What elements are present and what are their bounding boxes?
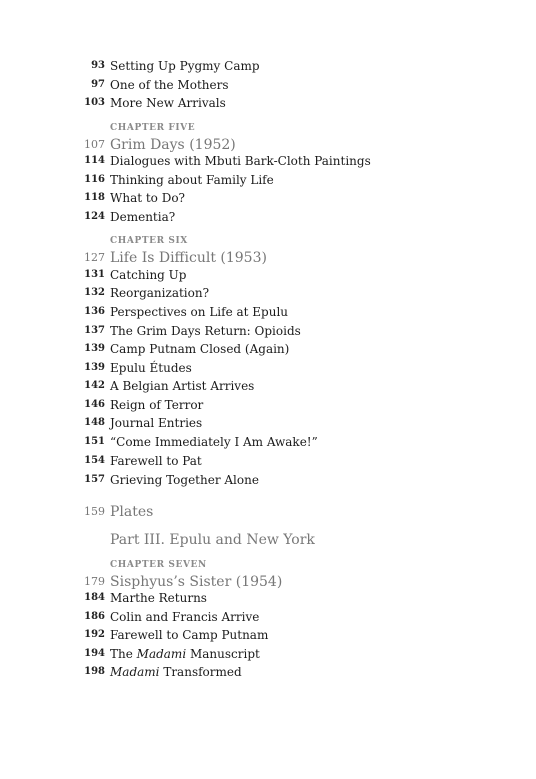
entry-title: Epulu Études	[110, 361, 192, 375]
toc-entry[interactable]	[0, 57, 536, 75]
toc-entry[interactable]	[0, 359, 536, 377]
page-number: 151	[84, 436, 105, 447]
entry-title: Colin and Francis Arrive	[110, 610, 260, 624]
entry-title: What to Do?	[110, 191, 185, 205]
page-number: 194	[84, 648, 105, 659]
entry-title-text: The	[110, 647, 137, 661]
part-title: Part III. Epulu and New York	[110, 532, 315, 548]
chapter-title-row[interactable]	[0, 249, 536, 267]
toc-entry[interactable]	[0, 76, 536, 94]
entry-title-italic: Madami	[110, 665, 160, 679]
page-number: 118	[84, 192, 105, 203]
entry-title: Grieving Together Alone	[110, 473, 259, 487]
entry-title: Thinking about Family Life	[110, 173, 274, 187]
page-number: 132	[84, 287, 105, 298]
toc-entry[interactable]	[0, 340, 536, 358]
page-number: 148	[84, 417, 105, 428]
entry-title: Farewell to Pat	[110, 454, 202, 468]
page-number: 131	[84, 269, 105, 280]
toc-entry[interactable]	[0, 471, 536, 489]
entry-title: Reign of Terror	[110, 398, 204, 412]
page-number: 124	[84, 211, 105, 222]
page-number: 198	[84, 666, 105, 677]
toc-entry[interactable]	[0, 663, 536, 681]
entry-title: Farewell to Camp Putnam	[110, 628, 269, 642]
entry-title-text: Transformed	[159, 665, 242, 679]
entry-title: Catching Up	[110, 268, 187, 282]
toc-entry[interactable]	[0, 608, 536, 626]
page-number: 103	[84, 97, 105, 108]
toc-entry[interactable]	[0, 266, 536, 284]
toc-entry[interactable]	[0, 396, 536, 414]
page-number: 93	[91, 60, 105, 71]
toc-entry[interactable]	[0, 208, 536, 226]
page-number: 142	[84, 380, 105, 391]
toc-entry[interactable]	[0, 303, 536, 321]
toc-entry[interactable]	[0, 94, 536, 112]
entry-title: Dementia?	[110, 210, 176, 224]
entry-title: A Belgian Artist Arrives	[110, 379, 255, 393]
page-number: 186	[84, 611, 105, 622]
toc-entry[interactable]	[0, 626, 536, 644]
entry-title: Dialogues with Mbuti Bark-Cloth Paintings	[110, 154, 371, 168]
page-number: 157	[84, 474, 105, 485]
page-number: 136	[84, 306, 105, 317]
page-number: 114	[84, 155, 105, 166]
page-number: 127	[84, 251, 105, 264]
page-number: 179	[84, 575, 105, 588]
entry-title: Reorganization?	[110, 286, 210, 300]
toc-entry[interactable]	[0, 433, 536, 451]
toc-entry[interactable]	[0, 284, 536, 302]
entry-title: Journal Entries	[110, 416, 203, 430]
toc-entry[interactable]	[0, 589, 536, 607]
toc-entry[interactable]	[0, 171, 536, 189]
toc-entry[interactable]	[0, 189, 536, 207]
page-number: 107	[84, 138, 105, 151]
chapter-title: Sisphyus’s Sister (1954)	[110, 574, 283, 590]
toc-entry[interactable]	[0, 452, 536, 470]
entry-title: The Grim Days Return: Opioids	[110, 324, 301, 338]
toc-entry[interactable]	[0, 414, 536, 432]
entry-title: Perspectives on Life at Epulu	[110, 305, 289, 319]
entry-title: More New Arrivals	[110, 96, 226, 110]
page-number: 116	[84, 174, 105, 185]
toc-entry[interactable]	[0, 645, 536, 663]
chapter-title: Life Is Difficult (1953)	[110, 250, 267, 266]
chapter-label: CHAPTER SIX	[110, 236, 188, 246]
entry-title-italic: Madami	[136, 647, 187, 661]
toc-entry[interactable]	[0, 377, 536, 395]
entry-title	[110, 645, 260, 663]
page-number: 184	[84, 592, 105, 603]
entry-title-text: Manuscript	[186, 647, 260, 661]
chapter-title: Grim Days (1952)	[110, 137, 236, 153]
page-number: 97	[91, 79, 105, 90]
page-number: 137	[84, 325, 105, 336]
page-number: 159	[84, 505, 105, 518]
entry-title	[110, 663, 242, 681]
page-number: 139	[84, 362, 105, 373]
page-number: 139	[84, 343, 105, 354]
chapter-label: CHAPTER FIVE	[110, 123, 196, 133]
page-number: 146	[84, 399, 105, 410]
page-number: 154	[84, 455, 105, 466]
chapter-title: Plates	[110, 504, 154, 520]
entry-title: Setting Up Pygmy Camp	[110, 59, 260, 73]
chapter-title-row[interactable]	[0, 503, 536, 521]
toc-entry[interactable]	[0, 322, 536, 340]
page-number: 192	[84, 629, 105, 640]
entry-title: Camp Putnam Closed (Again)	[110, 342, 290, 356]
toc-entry[interactable]	[0, 152, 536, 170]
entry-title: One of the Mothers	[110, 78, 229, 92]
entry-title: Marthe Returns	[110, 591, 207, 605]
entry-title: “Come Immediately I Am Awake!”	[110, 435, 318, 449]
chapter-label: CHAPTER SEVEN	[110, 560, 207, 570]
